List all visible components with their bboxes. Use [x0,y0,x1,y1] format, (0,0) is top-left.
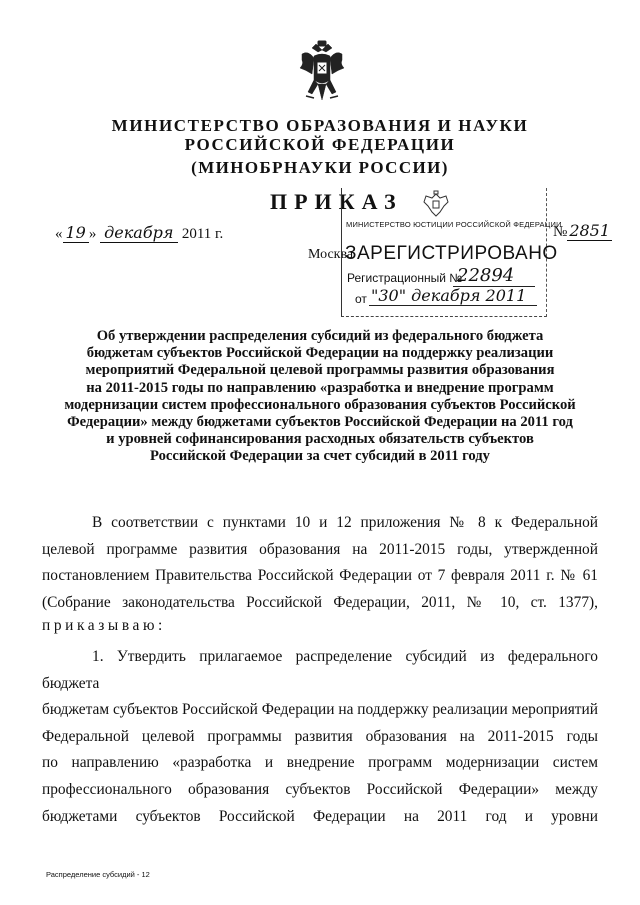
paragraph-line: по направлению «разработка и внедрение программ модернизации систем [42,754,598,772]
ministry-name-line2: РОССИЙСКОЙ ФЕДЕРАЦИИ [184,135,456,154]
stamp-emblem-icon [420,190,452,220]
paragraph-line: бюджетам субъектов Российской Федерации на поддержку реализации мероприятий [42,701,598,719]
stamp-registration-date-handwritten: "30" декабря 2011 [371,286,527,305]
stamp-registered-label: ЗАРЕГИСТРИРОВАНО [345,243,558,264]
stamp-ministry-name: МИНИСТЕРСТВО ЮСТИЦИИ РОССИЙСКОЙ ФЕДЕРАЦИИ [346,220,562,229]
heading-line: Об утверждении распределения субсидий из федерального бюджета [96,328,544,344]
order-directive-word: приказываю: [42,617,166,634]
stamp-registration-number-handwritten: 22894 [457,265,515,286]
paragraph-line: профессионального образования субъектов Российской Федерации» между [42,780,598,798]
clause-1-paragraph [42,644,598,830]
city-label: Москва [308,247,354,262]
order-number [553,221,612,241]
order-number-handwritten: 2851 [569,221,611,240]
stamp-date-underline [369,305,537,306]
date-open-quote: « [55,226,63,242]
heading-line: модернизации систем профессионального образования субъектов Российской [64,396,576,413]
stamp-date-prefix: от [355,292,367,306]
heading-line: Российской Федерации за счет субсидий в 2011 году [150,448,490,465]
heading-line: мероприятий Федеральной целевой программы развития образования [85,362,555,379]
registration-stamp [341,188,562,317]
paragraph-line: целевой программе развития образования на 2011-2015 годы, утвержденной [42,540,598,558]
heading-line: и уровней софинансирования расходных обязательств субъектов [106,431,534,448]
paragraph-line: бюджетами субъектов Российской Федерации на 2011 год и уровни [42,807,598,825]
order-date [55,223,223,243]
page-footer: Распределение субсидий - 12 [46,870,150,879]
date-day-handwritten: 19 [63,223,89,243]
paragraph-line: Федеральной целевой программы развития образования на 2011-2015 годы [42,727,598,745]
state-emblem-icon [298,40,346,106]
ministry-abbreviation: (МИНОБРНАУКИ РОССИИ) [191,158,449,177]
paragraph-line: постановлением Правительства Российской Федерации от 7 февраля 2011 г. № 61 [42,567,598,585]
order-title: ПРИКАЗ [270,189,403,214]
paragraph-line: В соответствии с пунктами 10 и 12 приложения № 8 к Федеральной [92,514,598,531]
date-close-quote: » [88,226,97,242]
heading-line: на 2011-2015 годы по направлению «разработка и внедрение программ [86,379,554,396]
date-month-handwritten: декабря [100,223,178,243]
order-heading [60,328,580,466]
preamble-paragraph [42,510,598,616]
date-year: 2011 г. [181,226,224,242]
heading-line: бюджетам субъектов Российской Федерации на поддержку реализации [86,345,554,362]
paragraph-line: (Собрание законодательства Российской Федерации, 2011, № 10, ст. 1377), [42,593,598,611]
stamp-registration-number-label: Регистрационный № [347,271,463,285]
ministry-name-line1: МИНИСТЕРСТВО ОБРАЗОВАНИЯ И НАУКИ [111,116,529,135]
paragraph-line: 1. Утвердить прилагаемое распределение субсидий из федерального бюджета [42,648,598,692]
heading-line: Федерации» между бюджетами субъектов Российской Федерации на 2011 год [67,414,573,431]
order-number-sign: № [553,224,568,240]
